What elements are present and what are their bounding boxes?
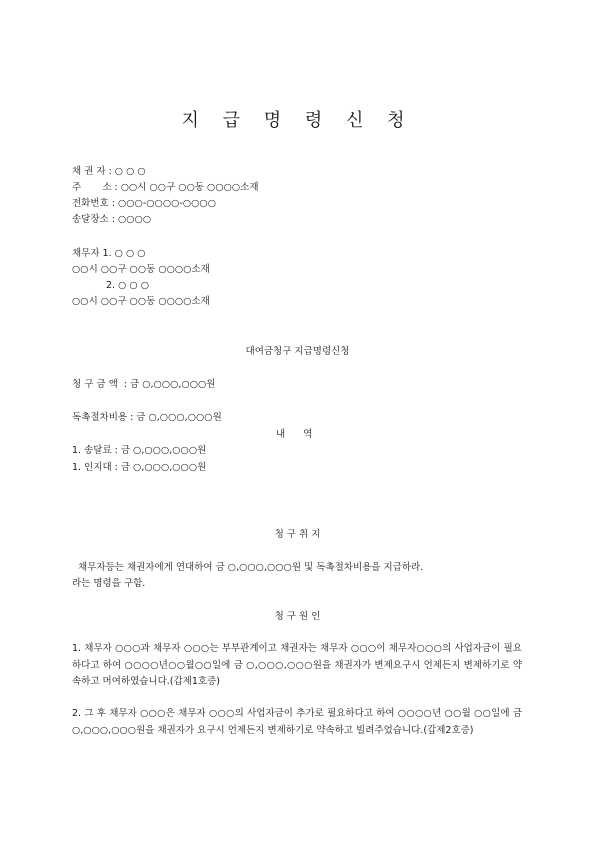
debtor-1: 채무자 1. ○ ○ ○	[72, 248, 146, 259]
creditor-name: 채 권 자 : ○ ○ ○	[72, 166, 146, 177]
purpose-text-1: 채무자등는 채권자에게 연대하여 금 ○,○○○,○○○원 및 독촉절차비용을 지급하라.	[72, 562, 424, 573]
claim-amount: 청 구 금 액 : 금 ○,○○○,○○○원	[72, 379, 216, 390]
document-title: 지 급 명 령 신 청	[181, 110, 414, 131]
cause-heading: 청 구 원 인	[274, 611, 321, 622]
breakdown-delivery-fee: 1. 송달료 : 금 ○,○○○,○○○원	[72, 445, 207, 456]
debtor-1-address: ○○시 ○○구 ○○동 ○○○○소재	[72, 264, 210, 275]
cause-paragraph-1: 1. 채무자 ○○○과 채무자 ○○○는 부부관계이고 채권자는 채무자 ○○○이 채무자○○○의 사업자금이 필요하다고 하여 ○○○○년○○월○○일에 금 ○,○○○,○○○원을 채권자가 변제요구시 언제든지 변제하기로 약속하고 머여하였습니다.(갑제1호증)	[72, 643, 522, 687]
purpose-heading: 청 구 취 지	[274, 529, 321, 540]
debtor-2-address: ○○시 ○○구 ○○동 ○○○○소재	[72, 296, 210, 307]
debtor-2: 2. ○ ○ ○	[106, 280, 149, 291]
creditor-phone: 전화번호 : ○○○-○○○○-○○○○	[72, 198, 216, 209]
procedure-cost: 독촉절차비용 : 금 ○,○○○,○○○원	[72, 412, 222, 423]
creditor-delivery-place: 송달장소 : ○○○○	[72, 214, 152, 225]
creditor-address: 주 소 : ○○시 ○○구 ○○동 ○○○○소재	[72, 182, 259, 193]
breakdown-stamp-fee: 1. 인지대 : 금 ○,○○○,○○○원	[72, 462, 207, 473]
purpose-text-2: 라는 명령을 구함.	[72, 578, 146, 589]
case-name: 대여금청구 지급명령신청	[245, 346, 350, 357]
breakdown-label: 내 역	[276, 429, 313, 440]
cause-paragraph-2: 2. 그 후 채무자 ○○○은 채무자 ○○○의 사업자금이 추가로 필요하다고 하여 ○○○○년 ○○월 ○○일에 금 ○,○○○,○○○원을 채권자가 요구시 언제든지 변제하기로 약속하고 빌려주었습니다.(갑제2호증)	[72, 708, 522, 736]
